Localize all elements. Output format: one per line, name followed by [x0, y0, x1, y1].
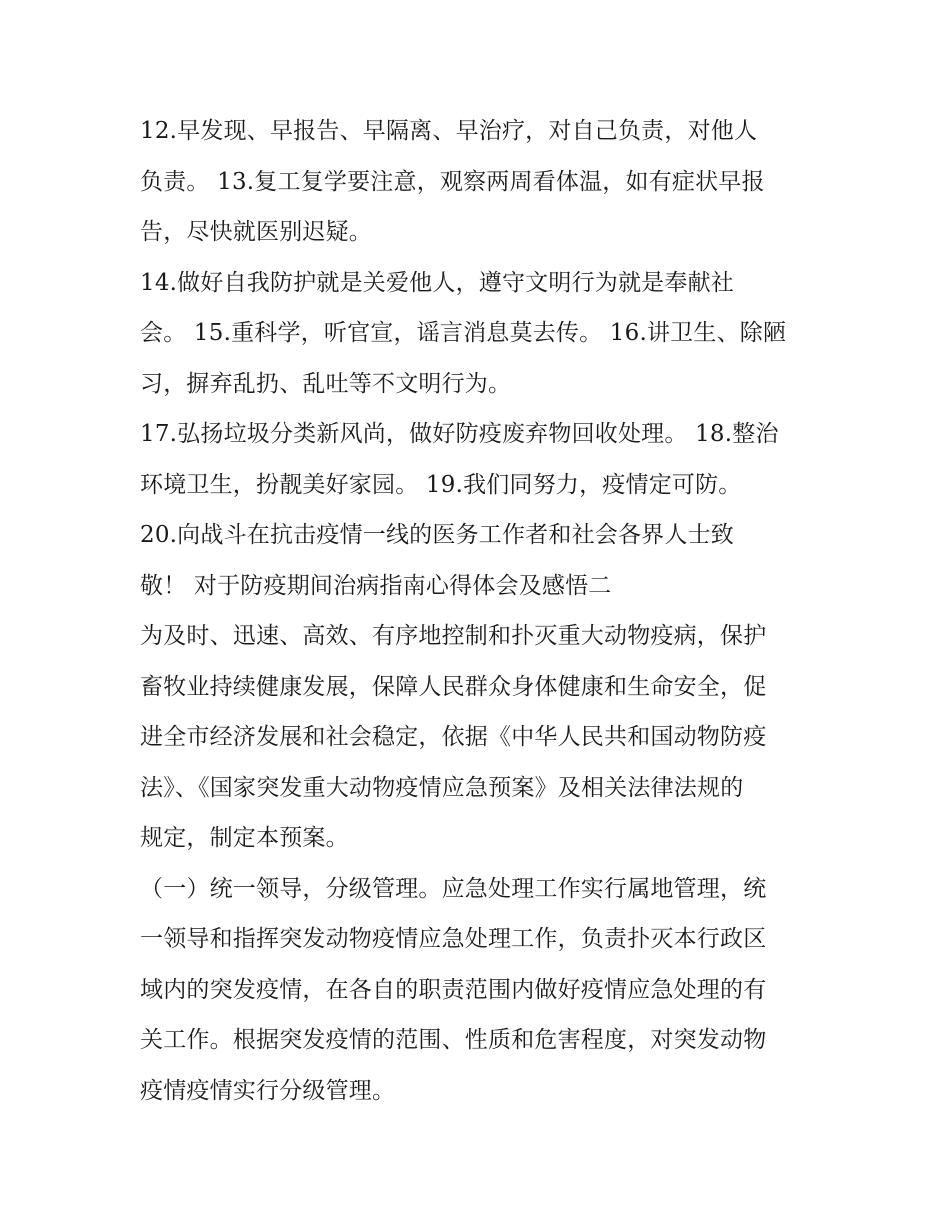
text-line: 敬！ 对于防疫期间治病指南心得体会及感悟二 — [140, 572, 612, 599]
text-line: 告，尽快就医别迟疑。 — [140, 219, 372, 245]
text-line: 为及时、迅速、高效、有序地控制和扑灭重大动物疫病，保护 — [140, 623, 767, 649]
text-line: （一）统一领导，分级管理。应急处理工作实行属地管理，统 — [140, 875, 767, 902]
text-line: 进全市经济发展和社会稳定，依据《中华人民共和国动物防疫 — [140, 724, 767, 750]
text-line: 域内的突发疫情，在各自的职责范围内做好疫情应急处理的有 — [140, 976, 767, 1003]
document-body — [140, 106, 820, 1116]
text-line: 20.向战斗在抗击疫情一线的医务工作者和社会各界人士致 — [140, 522, 734, 548]
text-line: 畜牧业持续健康发展，保障人民群众身体健康和生命安全，促 — [140, 673, 767, 700]
text-line: 14.做好自我防护就是关爱他人，遵守文明行为就是奉献社 — [140, 269, 734, 296]
text-line: 疫情疫情实行分级管理。 — [140, 1077, 396, 1104]
text-line: 法》、《国家突发重大动物疫情应急预案》及相关法律法规的 — [140, 774, 744, 801]
text-line: 习，摒弃乱扔、乱吐等不文明行为。 — [140, 370, 512, 397]
text-line: 12.早发现、早报告、早隔离、早治疗，对自己负责，对他人 — [140, 118, 758, 144]
text-line: 关工作。根据突发疫情的范围、性质和危害程度，对突发动物 — [140, 1027, 767, 1053]
text-line: 环境卫生，扮靓美好家园。 19.我们同努力，疫情定可防。 — [140, 471, 742, 498]
text-line: 会。 15.重科学，听官宣，谣言消息莫去传。 16.讲卫生、除陋 — [140, 320, 787, 346]
text-line: 规定，制定本预案。 — [140, 825, 349, 851]
text-line: 一领导和指挥突发动物疫情应急处理工作，负责扑灭本行政区 — [140, 926, 767, 952]
text-line: 17.弘扬垃圾分类新风尚，做好防疫废弃物回收处理。 18.整治 — [140, 421, 779, 447]
text-line: 负责。 13.复工复学要注意，观察两周看体温，如有症状早报 — [140, 168, 765, 195]
